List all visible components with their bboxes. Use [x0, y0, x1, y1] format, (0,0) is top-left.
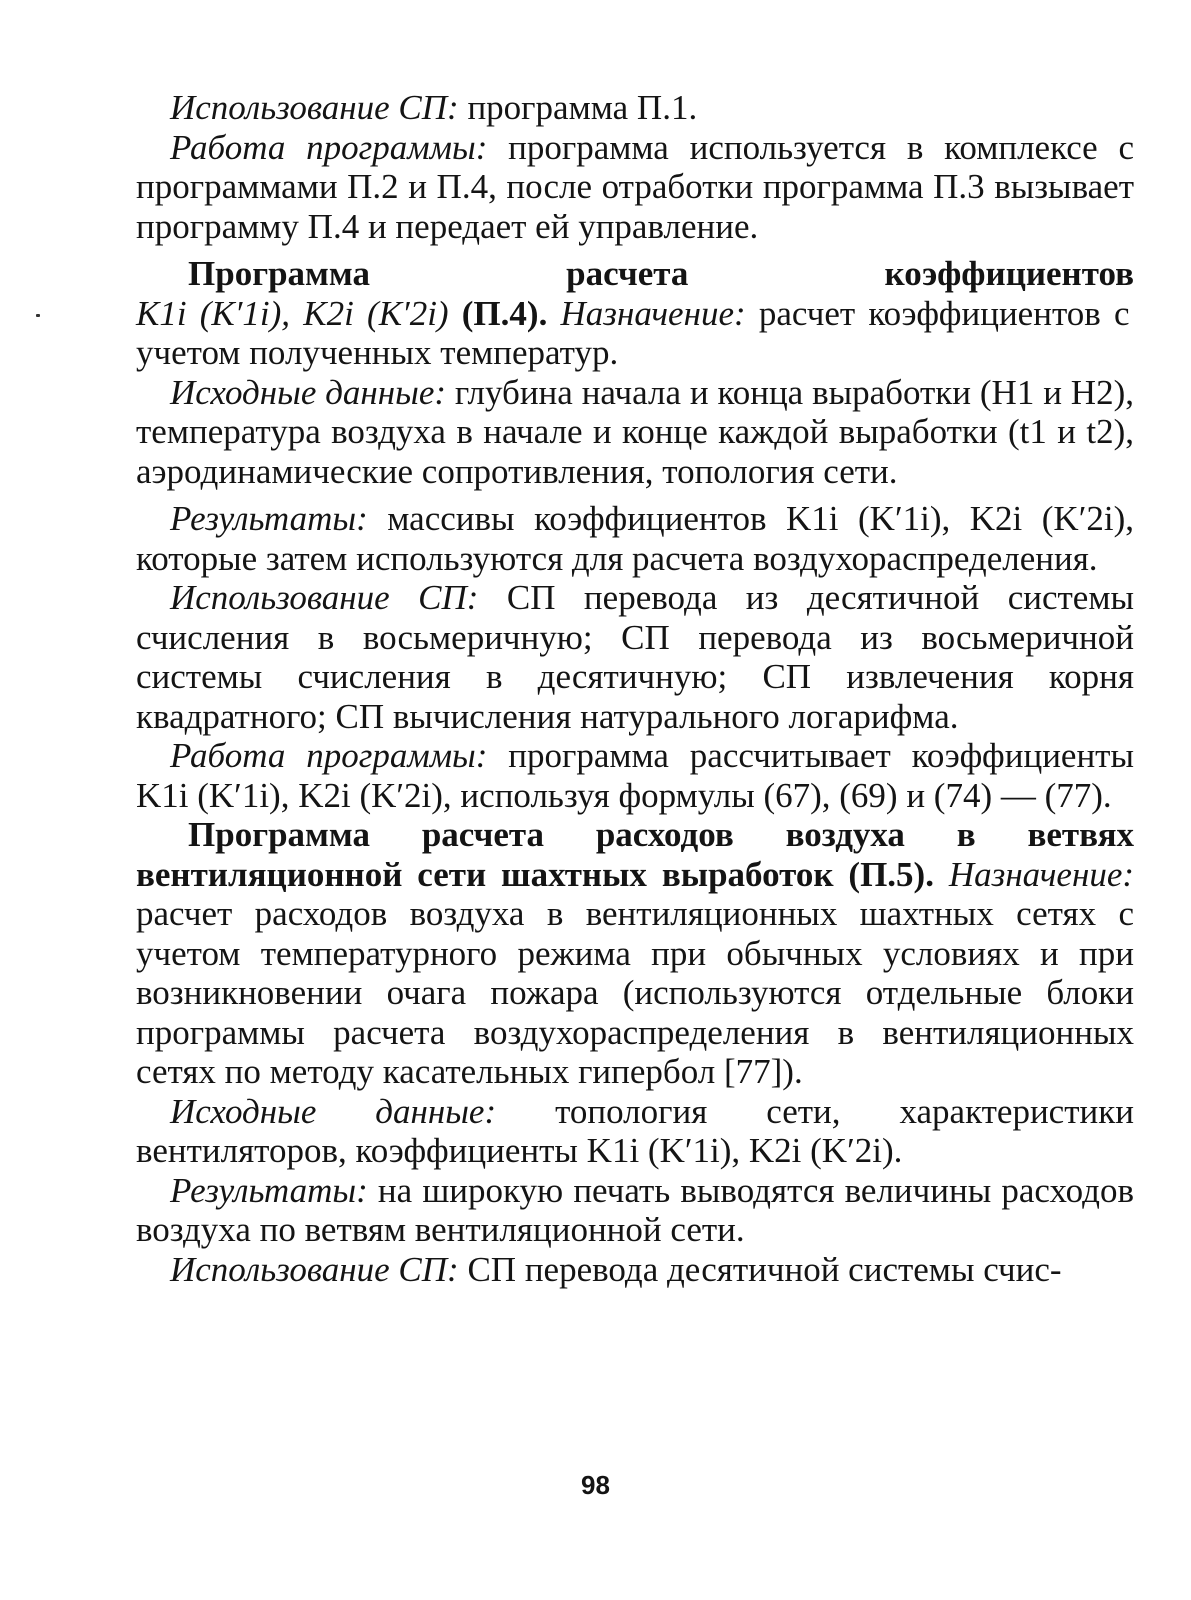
section-label: Использование СП:	[170, 88, 459, 127]
page-number: 98	[581, 1470, 610, 1500]
scan-speck	[36, 314, 40, 317]
paragraph-text: на широкую печать выводятся величины расходов воздуха по ветвям вентиляционной сети.	[136, 1170, 1134, 1249]
section-label: Работа программы:	[170, 736, 488, 775]
paragraph-results-2	[136, 1171, 1134, 1250]
section-label: Исходные данные:	[170, 1091, 497, 1131]
paragraph-text: программа П.1.	[458, 88, 698, 127]
paragraph-input-data-2	[136, 1092, 1134, 1171]
paragraph-1	[136, 88, 1134, 128]
program-title: Программа расчета расходов воздуха в ветвях вентиляционной сети шахтных выработок (П.5).	[136, 815, 1134, 894]
section-label: Исходные данные:	[170, 372, 447, 412]
section-label: Назначение:	[933, 854, 1135, 894]
section-label: Работа программы:	[170, 127, 488, 167]
program-code: (П.4).	[461, 293, 548, 333]
section-label: Результаты:	[170, 499, 368, 538]
paragraph-text: массивы коэффициентов K1i (K′1i), K2i (K′2i), которые затем используются для расчета воздухораспределения.	[136, 499, 1134, 578]
paragraph-input-data	[136, 373, 1134, 492]
paragraph-text: топология сети, характеристики вентиляторов, коэффициенты K1i (K′1i), K2i (K′2i).	[136, 1091, 1134, 1170]
formula: K1i (K′1i), K2i (K′2i)	[136, 293, 462, 333]
program-heading-p4	[136, 254, 1134, 373]
paragraph-usage-2	[136, 1250, 1134, 1290]
paragraph-results	[136, 499, 1134, 578]
program-heading-p5	[136, 815, 1134, 1092]
paragraph-usage	[136, 578, 1134, 736]
section-label: Результаты:	[170, 1170, 368, 1210]
paragraph-text: расчет расходов воздуха в вентиляционных шахтных сетях с учетом температурного режима при обычных условиях и при возникновении очага пожара (используются отдельные блоки программы расчета воздухораспределения в вентиляционных сетях по методу касательных гипербол [77]).	[136, 894, 1134, 1091]
paragraph-text: СП перевода из десятичной системы счисления в восьмеричную; СП перевода из восьмеричной системы счисления в десятичную; СП извлечения корня квадратного; СП вычисления натурального логарифма.	[136, 578, 1134, 736]
paragraph-text: расчет коэффициентов с учетом полученных температур.	[136, 293, 1130, 372]
section-label: Использование СП:	[170, 578, 479, 617]
paragraph-2	[136, 128, 1134, 247]
paragraph-text: СП перевода десятичной системы счис-	[458, 1249, 1062, 1289]
paragraph-text: программа используется в комплексе с программами П.2 и П.4, после отработки программа П.3 вызывает программу П.4 и передает ей управление.	[136, 127, 1134, 246]
book-page	[136, 88, 1134, 1289]
paragraph-work	[136, 736, 1134, 815]
paragraph-text: глубина начала и конца выработки (H1 и H2), температура воздуха в начале и конце каждой выработки (t1 и t2), аэродинамические сопротивления, топология сети.	[136, 372, 1134, 491]
paragraph-text: программа рассчитывает коэффициенты K1i (K′1i), K2i (K′2i), используя формулы (67), (69) и (74) — (77).	[136, 736, 1134, 815]
section-label: Назначение:	[547, 293, 746, 333]
section-label: Использование СП:	[170, 1249, 459, 1289]
program-title: Программа расчета коэффициентов	[188, 254, 1134, 293]
